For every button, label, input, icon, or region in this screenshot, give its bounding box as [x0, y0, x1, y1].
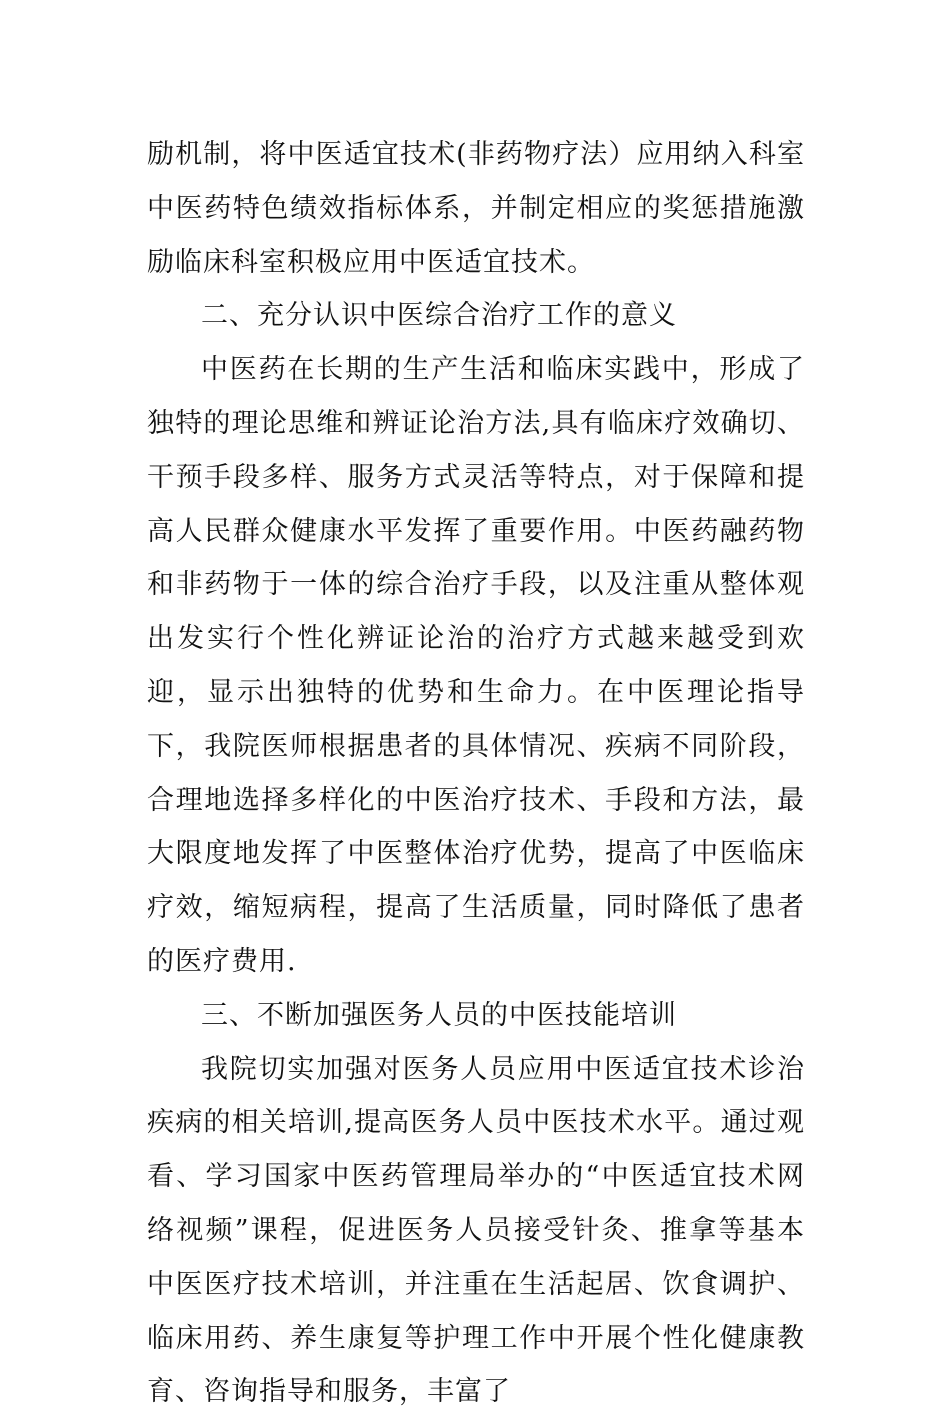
section-heading-3: 三、不断加强医务人员的中医技能培训 — [201, 999, 677, 1031]
section-heading-2: 二、充分认识中医综合治疗工作的意义 — [201, 300, 677, 332]
paragraph-incentive-mechanism: 励机制，将中医适宜技术(非药物疗法）应用纳入科室中医药特色绩效指标体系，并制定相应的奖惩措施激励临床科室积极应用中医适宜技术。 — [147, 139, 805, 278]
paragraph-tcm-significance: 中医药在长期的生产生活和临床实践中，形成了独特的理论思维和辨证论治方法,具有临床疗效确切、干预手段多样、服务方式灵活等特点，对于保障和提高人民群众健康水平发挥了重要作用。中医药融药物和非药物于一体的综合治疗手段，以及注重从整体观出发实行个性化辨证论治的治疗方式越来越受到欢迎，显示出独特的优势和生命力。在中医理论指导下，我院医师根据患者的具体情况、疾病不同阶段，合理地选择多样化的中医治疗技术、手段和方法，最大限度地发挥了中医整体治疗优势，提高了中医临床疗效，缩短病程，提高了生活质量，同时降低了患者的医疗费用. — [147, 354, 805, 977]
paragraph-staff-training: 我院切实加强对医务人员应用中医适宜技术诊治疾病的相关培训,提高医务人员中医技术水平。通过观看、学习国家中医药管理局举办的“中医适宜技术网络视频”课程，促进医务人员接受针灸、推拿等基本中医医疗技术培训，并注重在生活起居、饮食调护、临床用药、养生康复等护理工作中开展个性化健康教育、咨询指导和服务，丰富了 — [147, 1053, 805, 1408]
document-body — [147, 128, 805, 1419]
